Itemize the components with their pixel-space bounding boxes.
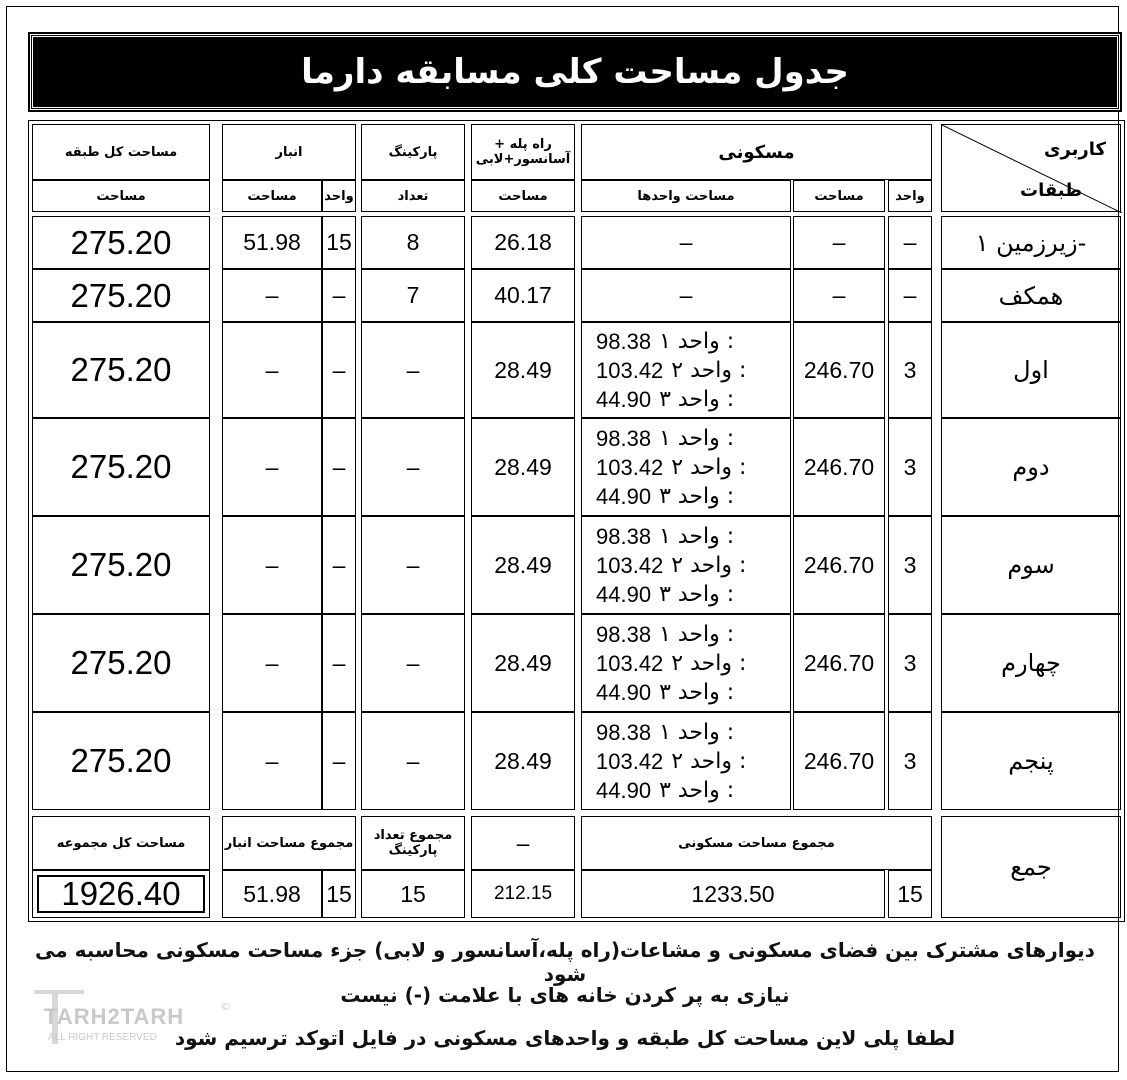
stairs-area: 28.49 [471,322,575,418]
parking-count: 8 [361,216,465,269]
unit-area-value: 44.90 [596,483,652,509]
unit-areas [581,614,791,712]
stairs-area: 28.49 [471,516,575,614]
unit-count: 3 [888,418,932,516]
residential-area: 246.70 [793,418,885,516]
unit-areas [581,516,791,614]
residential-area: – [793,216,885,269]
unit-area-line [596,747,746,776]
floor-total: 275.20 [32,322,210,418]
storage-unit: – [322,269,356,322]
parking-count: 7 [361,269,465,322]
unit-area-label: واحد ۳ : [659,483,735,509]
storage-area: 51.98 [222,216,322,269]
unit-area-value: 44.90 [596,386,652,412]
storage-unit: – [322,322,356,418]
unit-areas [581,712,791,810]
unit-area-line [596,776,734,805]
storage-area: – [222,418,322,516]
header-parking-count: تعداد [361,180,465,212]
unit-area-value: 44.90 [596,581,652,607]
parking-count: – [361,516,465,614]
residential-area: 246.70 [793,322,885,418]
unit-area-line [596,453,746,482]
unit-count: – [888,269,932,322]
unit-area-line [596,327,734,356]
storage-area: – [222,614,322,712]
totals-storage-area: 51.98 [222,870,322,918]
parking-count: – [361,614,465,712]
header-residential: مسکونی [581,124,932,180]
totals-storage-label: مجموع مساحت انبار [222,816,356,870]
residential-area: 246.70 [793,614,885,712]
unit-count: 3 [888,322,932,418]
stairs-area: 28.49 [471,712,575,810]
unit-count: 3 [888,712,932,810]
floor-name: سوم [941,516,1121,614]
unit-area-line [596,482,734,511]
unit-area-line [596,620,734,649]
floor-total: 275.20 [32,418,210,516]
storage-area: – [222,322,322,418]
parking-count: – [361,418,465,516]
unit-count: 3 [888,516,932,614]
storage-unit: – [322,712,356,810]
header-stairs: راه پله + آسانسور+لابی [471,124,575,180]
header-floor-total-area: مساحت [32,180,210,212]
unit-area-line [596,522,734,551]
storage-unit: – [322,614,356,712]
note-2: نیازی به پر کردن خانه های با علامت (-) نیست [340,983,790,1007]
unit-area-label: واحد ۱ : [659,425,735,451]
page-title [30,34,1120,110]
totals-parking-label: مجموع تعداد پارکینگ [361,816,465,870]
totals-res-area: 1233.50 [581,870,885,918]
residential-area: 246.70 [793,712,885,810]
unit-area-line [596,424,734,453]
unit-area-line [596,385,734,414]
header-stairs-area: مساحت [471,180,575,212]
totals-stairs-value: 212.15 [493,883,553,904]
unit-area-label: واحد ۲ : [671,748,747,774]
note-1: دیوارهای مشترک بین فضای مسکونی و مشاعات(راه پله،آسانسور و لابی) جزء مساحت مسکونی محاسبه می شود [35,938,1095,986]
header-unit: واحد [888,180,932,212]
header-usage-cell [941,124,1121,212]
unit-area-label: واحد ۳ : [659,679,735,705]
floor-total: 275.20 [32,269,210,322]
header-storage-unit: واحد [322,180,356,212]
totals-storage-unit: 15 [322,870,356,918]
unit-area-label: واحد ۱ : [659,621,735,647]
header-units-area: مساحت واحدها [581,180,791,212]
storage-unit: 15 [322,216,356,269]
floor-name: چهارم [941,614,1121,712]
storage-area: – [222,269,322,322]
unit-area-line [596,580,734,609]
stairs-area: 40.17 [471,269,575,322]
header-floors: طبقات [1020,180,1083,201]
unit-area-label: واحد ۱ : [659,328,735,354]
unit-area-value: 103.42 [596,357,664,383]
unit-area-value: 44.90 [596,777,652,803]
stairs-area: 26.18 [471,216,575,269]
floor-total: 275.20 [32,614,210,712]
totals-stairs-label: – [471,816,575,870]
totals-res-label: مجموع مساحت مسکونی [581,816,932,870]
unit-area-value: 98.38 [596,523,652,549]
parking-count: – [361,322,465,418]
floor-total: 275.20 [32,712,210,810]
stairs-area: 28.49 [471,614,575,712]
header-area: مساحت [793,180,885,212]
storage-unit: – [322,418,356,516]
floor-name: پنجم [941,712,1121,810]
totals-parking: 15 [361,870,465,918]
residential-area: – [793,269,885,322]
unit-area-line [596,678,734,707]
storage-unit: – [322,516,356,614]
unit-area-label: واحد ۱ : [659,719,735,745]
unit-area-label: واحد ۲ : [671,454,747,480]
totals-label: جمع [941,816,1121,918]
unit-area-label: واحد ۲ : [671,650,747,676]
unit-area-line [596,649,746,678]
floor-name: همکف [941,269,1121,322]
unit-areas [581,418,791,516]
header-usage: کاربری [1043,139,1106,160]
floor-name: اول [941,322,1121,418]
floor-name: زیرزمین ۱- [941,216,1121,269]
unit-area-label: واحد ۳ : [659,777,735,803]
storage-area: – [222,712,322,810]
header-storage: انبار [222,124,356,180]
unit-area-line [596,551,746,580]
unit-area-label: واحد ۱ : [659,523,735,549]
grand-total-value: 1926.40 [37,875,205,913]
header-floor-total: مساحت کل طبقه [32,124,210,180]
unit-areas [581,322,791,418]
unit-area-value: 98.38 [596,621,652,647]
totals-units: 15 [888,870,932,918]
header-parking: پارکینگ [361,124,465,180]
unit-area-label: واحد ۳ : [659,581,735,607]
unit-area-value: 103.42 [596,454,664,480]
header-storage-area: مساحت [222,180,322,212]
unit-area-label: واحد ۳ : [659,386,735,412]
unit-area-label: واحد ۲ : [671,357,747,383]
unit-count: 3 [888,614,932,712]
unit-area-value: 98.38 [596,719,652,745]
stairs-area: 28.49 [471,418,575,516]
watermark-logo: TARH2TARH ALL RIGHT RESERVED © [34,986,224,1054]
unit-area-value: 44.90 [596,679,652,705]
unit-areas: – [581,269,791,322]
unit-area-line [596,718,734,747]
totals-grand [32,870,210,918]
floor-total: 275.20 [32,516,210,614]
residential-area: 246.70 [793,516,885,614]
unit-area-value: 103.42 [596,650,664,676]
unit-areas: – [581,216,791,269]
unit-area-value: 103.42 [596,552,664,578]
floor-name: دوم [941,418,1121,516]
unit-area-value: 103.42 [596,748,664,774]
unit-area-value: 98.38 [596,425,652,451]
totals-stairs [471,870,575,918]
storage-area: – [222,516,322,614]
unit-area-value: 98.38 [596,328,652,354]
note-3: لطفا پلی لاین مساحت کل طبقه و واحدهای مسکونی در فایل اتوکد ترسیم شود [174,1026,956,1050]
parking-count: – [361,712,465,810]
unit-area-line [596,356,746,385]
unit-count: – [888,216,932,269]
unit-area-label: واحد ۲ : [671,552,747,578]
floor-total: 275.20 [32,216,210,269]
title-text: جدول مساحت کلی مسابقه دارما [301,52,849,92]
totals-grand-label: مساحت کل مجموعه [32,816,210,870]
